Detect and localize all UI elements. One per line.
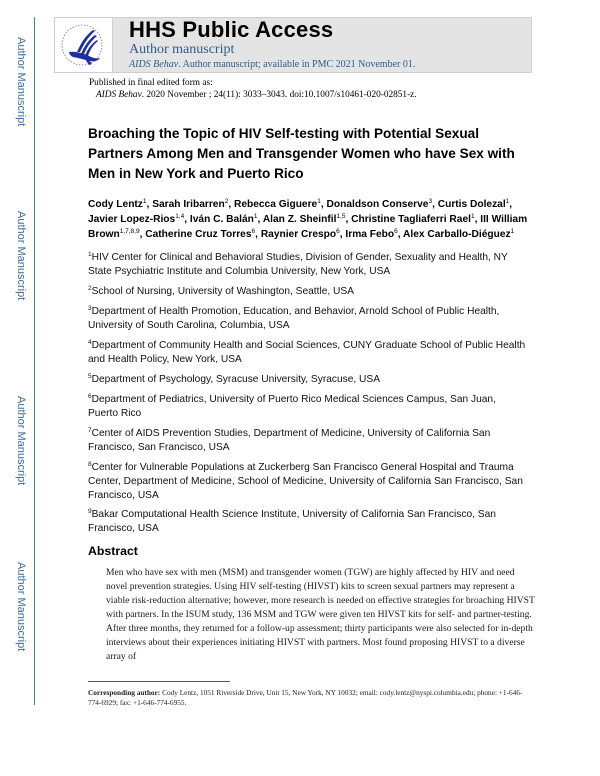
affiliation-text: HIV Center for Clinical and Behavioral Studies, Division of Gender, Sexuality and Health, NY State Psychiatric Institute and Columbia University, New York, USA [88,252,508,277]
author-list: Cody Lentz$^1$, Sarah Iribarren$^2$, Rebecca Giguere$^1$, Donaldson Conserve$^3$, Curtis Dolezal$^1$, Javier Lopez-Rios$^{1,4}$, Iván C. Balán$^1$, Alan Z. Sheinfil$^{1,5}$, Christine Tagliaferri Rael$^1$, III William Brown$^{1,7,8,9}$, Catherine Cruz Torres$^6$, Raynier Crespo$^6$, Irma Febo$^6$, Alex Carballo-Diéguez$^1$ [88,198,528,240]
sidebar-rule [34,17,35,705]
footnote-label: Corresponding author: [88,688,161,697]
sidebar-label: Author Manuscript [15,37,27,127]
author-affiliation-ref: 6 [394,228,398,235]
abstract-heading: Abstract [88,544,138,558]
citation-line [96,90,417,101]
author-affiliation-ref: 3 [428,198,433,205]
author-affiliation-ref: 1,4 [175,213,185,220]
affiliation-number: 2 [88,285,92,292]
author-name: Alex Carballo-Diéguez [403,229,511,240]
affiliation-item [88,373,528,387]
availability-text: . Author manuscript; available in PMC 2021 November 01. [178,59,416,70]
hhs-title: HHS Public Access [129,17,334,42]
hhs-eagle-icon [55,18,112,72]
article-title: Broaching the Topic of HIV Self-testing with Potential Sexual Partners Among Men and Transgender Women who have Sex with Men in New York and Puerto Rico [88,126,515,181]
affiliation-text: School of Nursing, University of Washington, Seattle, USA [91,286,354,297]
author-affiliation-ref: 1,7,8,9 [119,228,140,235]
affiliation-text: Center of AIDS Prevention Studies, Department of Medicine, University of California San Francisco, San Francisco, USA [88,428,491,453]
affiliation-item [88,508,528,536]
citation-journal: AIDS Behav [96,90,142,100]
sidebar-label: Author Manuscript [15,211,27,301]
affiliation-text: Department of Pediatrics, University of Puerto Rico Medical Sciences Campus, San Juan, Puerto Rico [88,394,496,419]
affiliation-number: 9 [88,508,92,515]
affiliation-text: Department of Health Promotion, Education, and Behavior, Arnold School of Public Health, University of South Carolina, Columbia, USA [88,306,500,331]
abstract-text: Men who have sex with men (MSM) and transgender women (TGW) are highly affected by HIV and need novel prevention strategies. Using HIV self-testing (HIVST) kits to screen sexual partners may represent a viable risk-reduction alternative; however, more research is needed on effective strategies for broaching HIVST with partners. In the ISUM study, 136 MSM and TGW were given ten HIVST kits for self- and partner-testing. After three months, they returned for a follow-up assessment; thirty participants were also selected for in-depth interviews about their experiences initiating HIVST with partners. Most found proposing HIVST to a diverse array of [106,567,535,662]
citation-text: . 2020 November ; 24(11): 3033–3043. doi:10.1007/s10461-020-02851-z. [141,90,417,100]
affiliation-text: Department of Psychology, Syracuse University, Syracuse, USA [91,374,381,385]
affiliation-number: 7 [88,427,92,434]
affiliation-number: 8 [88,461,92,468]
author-name: Christine Tagliaferri Rael [351,214,471,225]
author-affiliation-ref: 1 [470,213,475,220]
author-name: Cody Lentz [88,199,143,210]
author-affiliation-ref: 2 [224,198,229,205]
author-name: Alan Z. Sheinfil [262,214,337,225]
sidebar-label: Author Manuscript [15,562,27,652]
author-name: Javier Lopez-Rios [88,214,176,225]
affiliation-number: 4 [88,339,92,346]
author-affiliation-ref: 6 [336,228,340,235]
published-label: Published in final edited form as: [89,78,213,88]
affiliation-number: 5 [88,373,92,380]
affiliation-item [88,305,528,333]
affiliation-item [88,461,528,503]
affiliation-number: 3 [88,305,92,312]
author-name: Iván C. Balán [189,214,254,225]
author-name: Irma Febo [345,229,395,240]
affiliation-item [88,427,528,455]
author-name: Sarah Iribarren [152,199,225,210]
author-name: III William Brown [88,214,528,240]
author-affiliation-ref: 1 [142,198,147,205]
author-name: Curtis Dolezal [437,199,506,210]
journal-name: AIDS Behav [129,59,179,70]
affiliation-text: Department of Community Health and Social Sciences, CUNY Graduate School of Public Health and Health Policy, New York, USA [88,340,526,365]
hhs-title-box [113,17,532,73]
affiliation-text: Bakar Computational Health Science Institute, University of California San Francisco, San Francisco, USA [88,509,496,534]
manuscript-type: Author manuscript [129,42,235,57]
author-name: Rebecca Giguere [233,199,318,210]
affiliation-text: Center for Vulnerable Populations at Zuckerberg San Francisco General Hospital and Trauma Center, Department of Medicine, School of Medicine, University of California San Francisco, San Francisco, USA [88,462,523,501]
affiliation-number: 1 [88,251,92,258]
affiliation-item [88,251,528,279]
footnote-text: Cody Lentz, 1051 Riverside Drive, Unit 15, New York, NY 10032; email: cody.lentz@nyspi.columbia.edu; phone: +1-646-774-6929; fax: +1-646-774-6955. [88,688,523,707]
hhs-header [54,17,532,73]
author-affiliation-ref: 1 [317,198,321,205]
hhs-logo [54,17,113,73]
author-affiliation-ref: 6 [251,228,256,235]
affiliation-number: 6 [88,393,92,400]
availability-line [129,58,531,71]
sidebar-label: Author Manuscript [15,396,27,486]
author-name: Catherine Cruz Torres [145,229,252,240]
footnote-rule [88,681,230,682]
affiliation-item [88,285,528,299]
author-name: Donaldson Conserve [326,199,429,210]
author-affiliation-ref: 1 [510,228,515,235]
corresponding-author-note [88,688,528,708]
affiliation-item [88,393,528,421]
author-affiliation-ref: 1,5 [336,213,346,220]
author-affiliation-ref: 1 [253,213,258,220]
author-name: Raynier Crespo [260,229,337,240]
affiliation-item [88,339,528,367]
author-affiliation-ref: 1 [505,198,510,205]
